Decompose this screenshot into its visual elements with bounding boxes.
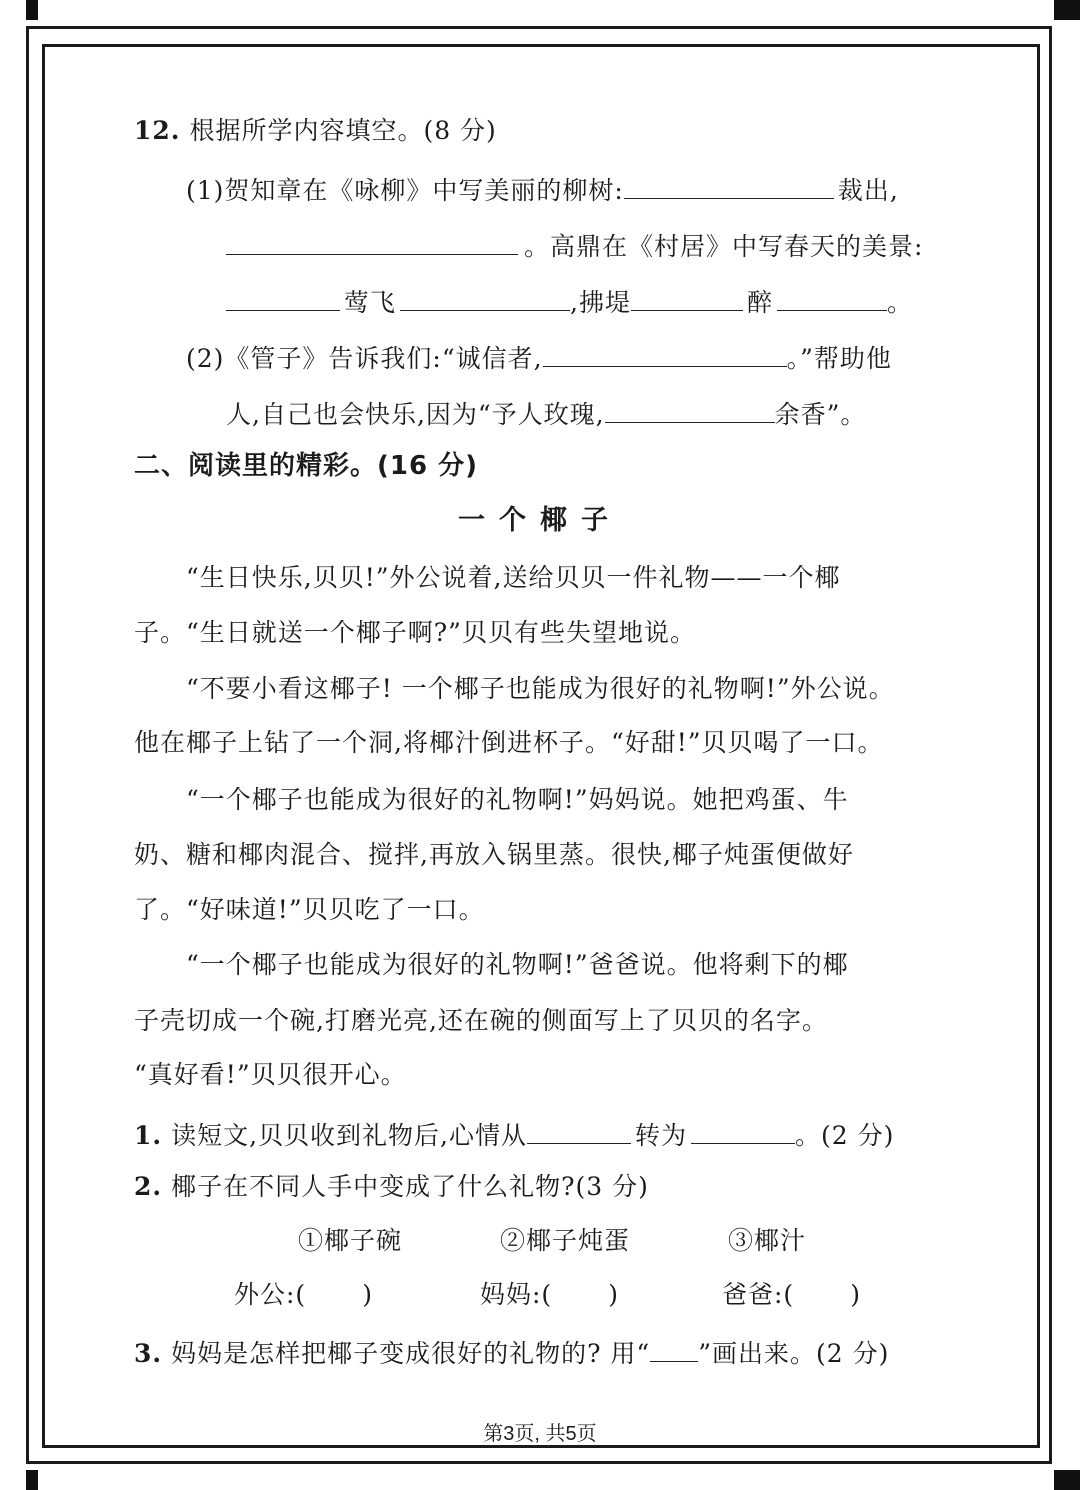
- question-number: 1.: [134, 1121, 163, 1150]
- corner-mark: [26, 0, 38, 20]
- answer-blank[interactable]: [527, 1117, 631, 1144]
- q12-fu-di: ,拂堤: [570, 288, 631, 317]
- q12-part2-line2: [226, 396, 866, 430]
- q2-option: ③椰汁: [728, 1226, 807, 1255]
- answer-blank[interactable]: [624, 172, 834, 199]
- q1-text-b: 转为: [634, 1121, 687, 1150]
- answer-blank[interactable]: [777, 284, 887, 311]
- q2-person-label: 妈妈:(: [480, 1280, 553, 1309]
- q2-close-paren: ): [850, 1280, 861, 1309]
- q12-part2-b: 。”帮助他: [786, 344, 892, 373]
- answer-blank[interactable]: [691, 1117, 795, 1144]
- q2-person-label: 外公:(: [234, 1280, 307, 1309]
- story-line: “真好看!”贝贝很开心。: [134, 1060, 407, 1089]
- q2-close-paren: ): [608, 1280, 619, 1309]
- question-number: 3.: [134, 1339, 163, 1368]
- q12-part2-line1: [186, 340, 892, 374]
- answer-blank[interactable]: [543, 340, 787, 367]
- q12-zui: 醉: [746, 288, 773, 317]
- story-line: 奶、糖和椰肉混合、搅拌,再放入锅里蒸。很快,椰子炖蛋便做好: [134, 840, 854, 869]
- q1-text-a: 读短文,贝贝收到礼物后,心情从: [171, 1121, 527, 1150]
- q12-part1-mid: 裁出,: [837, 176, 899, 205]
- answer-blank[interactable]: [605, 396, 775, 423]
- corner-mark: [1054, 1470, 1080, 1490]
- q3-text-a: 妈妈是怎样把椰子变成很好的礼物的? 用“: [171, 1339, 651, 1368]
- story-line: 他在椰子上钻了一个洞,将椰汁倒进杯子。“好甜!”贝贝喝了一口。: [134, 728, 884, 757]
- page-footer: 第3页, 共5页: [483, 1423, 597, 1445]
- q12-part1-line1: [186, 172, 899, 206]
- q12-part1-end: 。高鼎在《村居》中写春天的美景:: [524, 232, 924, 261]
- q12-number: 12.: [134, 116, 181, 145]
- q2-person-label: 爸爸:(: [722, 1280, 795, 1309]
- q12-text: 根据所学内容填空。(8 分): [189, 116, 497, 145]
- question-3: [134, 1335, 889, 1369]
- q2-close-paren: ): [362, 1280, 373, 1309]
- q3-text-b: ”画出来。(2 分): [698, 1339, 890, 1368]
- story-line: 子。“生日就送一个椰子啊?”贝贝有些失望地说。: [134, 618, 696, 647]
- story-line: “一个椰子也能成为很好的礼物啊!”爸爸说。他将剩下的椰: [186, 950, 849, 979]
- q12-stop: 。: [886, 288, 913, 317]
- q12-part1-line3: [226, 284, 913, 318]
- question-2: [134, 1172, 649, 1202]
- story-line: “不要小看这椰子! 一个椰子也能成为很好的礼物啊!”外公说。: [186, 674, 895, 703]
- q2-option: ②椰子炖蛋: [500, 1226, 631, 1255]
- corner-mark: [26, 1470, 38, 1490]
- story-title: 一个椰子: [458, 505, 622, 536]
- q2-answer-baba[interactable]: [722, 1280, 861, 1310]
- story-line: 了。“好味道!”贝贝吃了一口。: [134, 895, 485, 924]
- q2-text: 椰子在不同人手中变成了什么礼物?(3 分): [171, 1172, 649, 1201]
- q12-part2-d: 余香”。: [774, 400, 867, 429]
- story-line: “生日快乐,贝贝!”外公说着,送给贝贝一件礼物——一个椰: [186, 563, 841, 592]
- section-heading: 二、阅读里的精彩。(16 分): [134, 451, 478, 481]
- q2-option: ①椰子碗: [298, 1226, 403, 1255]
- q1-text-c: 。(2 分): [794, 1121, 895, 1150]
- q12-part1-line2: [226, 228, 923, 262]
- question-number: 2.: [134, 1172, 163, 1201]
- answer-blank[interactable]: [226, 284, 340, 311]
- answer-blank[interactable]: [226, 228, 518, 255]
- corner-mark: [1054, 0, 1080, 20]
- story-line: “一个椰子也能成为很好的礼物啊!”妈妈说。她把鸡蛋、牛: [186, 785, 849, 814]
- answer-blank[interactable]: [631, 284, 743, 311]
- question-1: [134, 1117, 894, 1151]
- q12-prompt: [134, 116, 497, 146]
- answer-blank[interactable]: [400, 284, 570, 311]
- q12-part2-a: (2)《管子》告诉我们:“诚信者,: [186, 344, 543, 373]
- q12-part2-c: 人,自己也会快乐,因为“予人玫瑰,: [226, 400, 605, 429]
- q2-answer-waigong[interactable]: [234, 1280, 373, 1310]
- q12-part1-label: (1)贺知章在《咏柳》中写美丽的柳树:: [186, 176, 624, 205]
- q2-answer-mama[interactable]: [480, 1280, 619, 1310]
- q12-ying-fei: 莺飞: [344, 288, 397, 317]
- story-line: 子壳切成一个碗,打磨光亮,还在碗的侧面写上了贝贝的名字。: [134, 1006, 828, 1035]
- underline-sample: [650, 1335, 698, 1362]
